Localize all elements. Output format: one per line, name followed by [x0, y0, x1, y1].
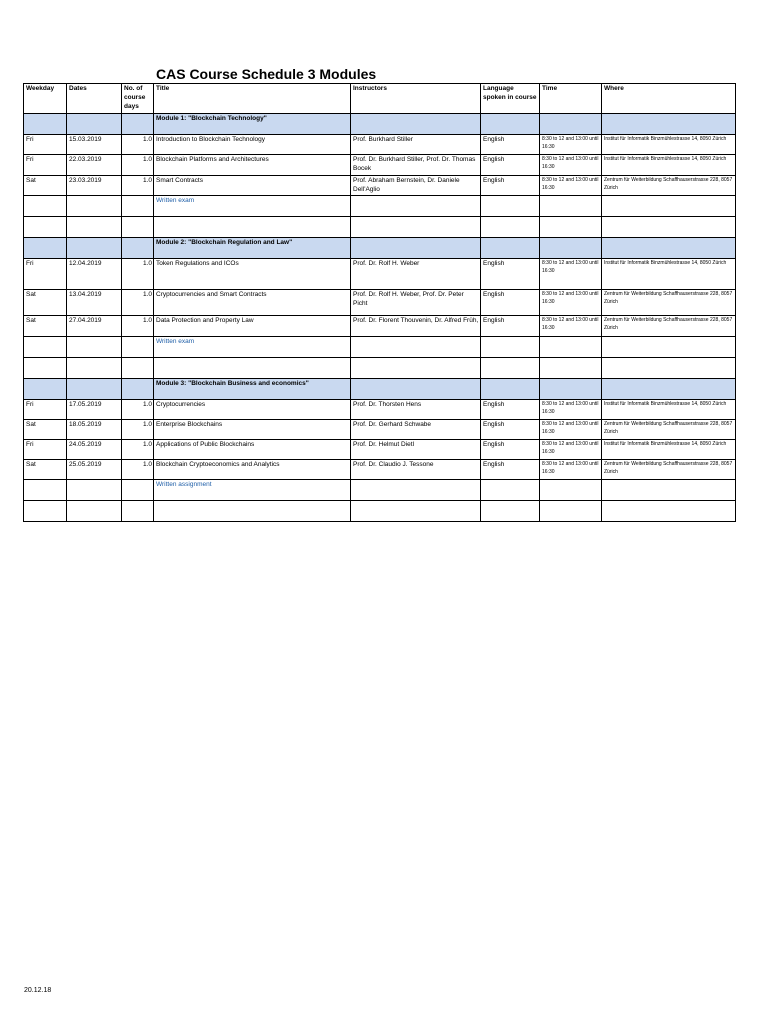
empty-cell [481, 358, 540, 379]
module-header-cell [540, 238, 602, 259]
module-title: Module 3: "Blockchain Business and economics" [154, 379, 351, 400]
cell-title: Cryptocurrencies [154, 400, 351, 420]
empty-cell [122, 358, 154, 379]
module-header-cell [122, 238, 154, 259]
cell-weekday: Fri [24, 400, 67, 420]
module-header-cell [602, 379, 736, 400]
schedule-table [23, 83, 736, 522]
assessment-label: Written assignment [154, 480, 351, 501]
cell-instructors: Prof. Dr. Burkhard Stiller, Prof. Dr. Thomas Bocek [351, 155, 481, 176]
assessment-row [24, 337, 736, 358]
cell-language: English [481, 155, 540, 176]
cell-date: 18.05.2019 [67, 420, 122, 440]
cell-date: 24.05.2019 [67, 440, 122, 460]
cell-days: 1.0 [122, 290, 154, 316]
cell-time: 8:30 to 12 and 13:00 until 16:30 [540, 290, 602, 316]
cell-time: 8:30 to 12 and 13:00 until 16:30 [540, 420, 602, 440]
schedule-row [24, 259, 736, 290]
cell-time: 8:30 to 12 and 13:00 until 16:30 [540, 440, 602, 460]
cell-language: English [481, 259, 540, 290]
module-header-cell [67, 379, 122, 400]
cell-language: English [481, 400, 540, 420]
schedule-row [24, 176, 736, 196]
schedule-row [24, 155, 736, 176]
cell-weekday: Sat [24, 420, 67, 440]
cell-where: Institut für Informatik Binzmühlestrasse 14, 8050 Zürich [602, 400, 736, 420]
cell-where: Zentrum für Weiterbildung Schaffhauserstrasse 228, 8057 Zürich [602, 420, 736, 440]
empty-cell [67, 196, 122, 217]
cell-title: Blockchain Platforms and Architectures [154, 155, 351, 176]
cell-language: English [481, 460, 540, 480]
module-header-cell [481, 114, 540, 135]
empty-cell [122, 501, 154, 522]
header-title: Title [154, 84, 351, 114]
cell-weekday: Fri [24, 259, 67, 290]
empty-cell [67, 337, 122, 358]
empty-cell [122, 480, 154, 501]
schedule-row [24, 400, 736, 420]
assessment-label: Written exam [154, 337, 351, 358]
cell-instructors: Prof. Burkhard Stiller [351, 135, 481, 155]
cell-days: 1.0 [122, 440, 154, 460]
empty-cell [351, 337, 481, 358]
empty-cell [540, 196, 602, 217]
module-header-cell [24, 114, 67, 135]
empty-cell [67, 217, 122, 238]
cell-language: English [481, 135, 540, 155]
cell-date: 23.03.2019 [67, 176, 122, 196]
cell-instructors: Prof. Dr. Thorsten Hens [351, 400, 481, 420]
cell-language: English [481, 176, 540, 196]
header-row [24, 84, 736, 114]
cell-instructors: Prof. Abraham Bernstein, Dr. Daniele Dell'Aglio [351, 176, 481, 196]
empty-cell [602, 358, 736, 379]
cell-weekday: Sat [24, 460, 67, 480]
module-header-cell [351, 379, 481, 400]
empty-cell [67, 358, 122, 379]
header-dates: Dates [67, 84, 122, 114]
cell-time: 8:30 to 12 and 13:00 until 16:30 [540, 259, 602, 290]
cell-date: 22.03.2019 [67, 155, 122, 176]
cell-title: Enterprise Blockchains [154, 420, 351, 440]
empty-cell [351, 480, 481, 501]
empty-cell [24, 217, 67, 238]
cell-instructors: Prof. Dr. Florent Thouvenin, Dr. Alfred Früh, [351, 316, 481, 337]
blank-row [24, 501, 736, 522]
empty-cell [122, 196, 154, 217]
cell-where: Institut für Informatik Binzmühlestrasse 14, 8050 Zürich [602, 135, 736, 155]
cell-instructors: Prof. Dr. Gerhard Schwabe [351, 420, 481, 440]
cell-days: 1.0 [122, 460, 154, 480]
empty-cell [24, 480, 67, 501]
empty-cell [481, 196, 540, 217]
cell-weekday: Sat [24, 290, 67, 316]
cell-language: English [481, 420, 540, 440]
schedule-row [24, 316, 736, 337]
header-where: Where [602, 84, 736, 114]
cell-days: 1.0 [122, 420, 154, 440]
cell-title: Applications of Public Blockchains [154, 440, 351, 460]
empty-cell [351, 196, 481, 217]
empty-cell [24, 196, 67, 217]
module-header-cell [602, 114, 736, 135]
cell-days: 1.0 [122, 400, 154, 420]
empty-cell [154, 501, 351, 522]
empty-cell [351, 501, 481, 522]
assessment-row [24, 480, 736, 501]
cell-instructors: Prof. Dr. Helmut Dietl [351, 440, 481, 460]
cell-time: 8:30 to 12 and 13:00 until 16:30 [540, 460, 602, 480]
cell-where: Institut für Informatik Binzmühlestrasse 14, 8050 Zürich [602, 440, 736, 460]
module-header-cell [540, 114, 602, 135]
header-weekday: Weekday [24, 84, 67, 114]
cell-days: 1.0 [122, 155, 154, 176]
empty-cell [602, 217, 736, 238]
cell-time: 8:30 to 12 and 13:00 until 16:30 [540, 135, 602, 155]
empty-cell [154, 217, 351, 238]
module-header-cell [602, 238, 736, 259]
empty-cell [481, 337, 540, 358]
cell-date: 13.04.2019 [67, 290, 122, 316]
blank-row [24, 358, 736, 379]
footer-date: 20.12.18 [24, 987, 52, 994]
empty-cell [154, 358, 351, 379]
schedule-row [24, 135, 736, 155]
cell-where: Institut für Informatik Binzmühlestrasse 14, 8050 Zürich [602, 155, 736, 176]
assessment-label: Written exam [154, 196, 351, 217]
cell-weekday: Sat [24, 316, 67, 337]
empty-cell [540, 480, 602, 501]
page-title: CAS Course Schedule 3 Modules [156, 66, 377, 82]
module-header-cell [24, 379, 67, 400]
module-header-cell [351, 114, 481, 135]
header-days: No. of course days [122, 84, 154, 114]
module-header-cell [540, 379, 602, 400]
cell-language: English [481, 316, 540, 337]
module-header-cell [67, 238, 122, 259]
cell-title: Token Regulations and ICOs [154, 259, 351, 290]
module-header-cell [481, 379, 540, 400]
empty-cell [24, 337, 67, 358]
cell-language: English [481, 440, 540, 460]
header-time: Time [540, 84, 602, 114]
module-header-cell [122, 114, 154, 135]
empty-cell [540, 217, 602, 238]
cell-time: 8:30 to 12 and 13:00 until 16:30 [540, 400, 602, 420]
empty-cell [602, 501, 736, 522]
schedule-row [24, 460, 736, 480]
empty-cell [67, 480, 122, 501]
cell-time: 8:30 to 12 and 13:00 until 16:30 [540, 155, 602, 176]
cell-weekday: Fri [24, 440, 67, 460]
module-header-row [24, 379, 736, 400]
cell-weekday: Fri [24, 135, 67, 155]
cell-time: 8:30 to 12 and 13:00 until 16:30 [540, 316, 602, 337]
cell-title: Cryptocurrencies and Smart Contracts [154, 290, 351, 316]
cell-title: Introduction to Blockchain Technology [154, 135, 351, 155]
cell-date: 15.03.2019 [67, 135, 122, 155]
module-header-cell [481, 238, 540, 259]
cell-date: 12.04.2019 [67, 259, 122, 290]
empty-cell [540, 337, 602, 358]
blank-row [24, 217, 736, 238]
header-language: Language spoken in course [481, 84, 540, 114]
module-header-cell [24, 238, 67, 259]
empty-cell [122, 217, 154, 238]
cell-days: 1.0 [122, 316, 154, 337]
cell-date: 25.05.2019 [67, 460, 122, 480]
module-title: Module 1: "Blockchain Technology" [154, 114, 351, 135]
schedule-row [24, 290, 736, 316]
empty-cell [122, 337, 154, 358]
cell-weekday: Fri [24, 155, 67, 176]
schedule-row [24, 420, 736, 440]
cell-instructors: Prof. Dr. Claudio J. Tessone [351, 460, 481, 480]
empty-cell [540, 358, 602, 379]
empty-cell [67, 501, 122, 522]
module-header-cell [67, 114, 122, 135]
cell-instructors: Prof. Dr. Rolf H. Weber [351, 259, 481, 290]
cell-where: Zentrum für Weiterbildung Schaffhauserstrasse 228, 8057 Zürich [602, 316, 736, 337]
cell-where: Zentrum für Weiterbildung Schaffhauserstrasse 228, 8057 Zürich [602, 176, 736, 196]
cell-time: 8:30 to 12 and 13:00 until 16:30 [540, 176, 602, 196]
empty-cell [24, 501, 67, 522]
cell-date: 27.04.2019 [67, 316, 122, 337]
cell-title: Blockchain Cryptoeconomics and Analytics [154, 460, 351, 480]
module-header-cell [351, 238, 481, 259]
cell-title: Data Protection and Property Law [154, 316, 351, 337]
assessment-row [24, 196, 736, 217]
module-header-row [24, 238, 736, 259]
empty-cell [24, 358, 67, 379]
cell-language: English [481, 290, 540, 316]
cell-where: Zentrum für Weiterbildung Schaffhauserstrasse 228, 8057 Zürich [602, 460, 736, 480]
cell-instructors: Prof. Dr. Rolf H. Weber, Prof. Dr. Peter Picht [351, 290, 481, 316]
empty-cell [481, 501, 540, 522]
cell-days: 1.0 [122, 135, 154, 155]
empty-cell [602, 480, 736, 501]
empty-cell [481, 217, 540, 238]
cell-where: Institut für Informatik Binzmühlestrasse 14, 8050 Zürich [602, 259, 736, 290]
module-title: Module 2: "Blockchain Regulation and Law" [154, 238, 351, 259]
header-instructors: Instructors [351, 84, 481, 114]
empty-cell [351, 217, 481, 238]
cell-where: Zentrum für Weiterbildung Schaffhauserstrasse 228, 8057 Zürich [602, 290, 736, 316]
cell-title: Smart Contracts [154, 176, 351, 196]
cell-weekday: Sat [24, 176, 67, 196]
module-header-row [24, 114, 736, 135]
empty-cell [602, 196, 736, 217]
empty-cell [351, 358, 481, 379]
cell-date: 17.05.2019 [67, 400, 122, 420]
empty-cell [481, 480, 540, 501]
cell-days: 1.0 [122, 259, 154, 290]
module-header-cell [122, 379, 154, 400]
empty-cell [540, 501, 602, 522]
cell-days: 1.0 [122, 176, 154, 196]
schedule-row [24, 440, 736, 460]
empty-cell [602, 337, 736, 358]
